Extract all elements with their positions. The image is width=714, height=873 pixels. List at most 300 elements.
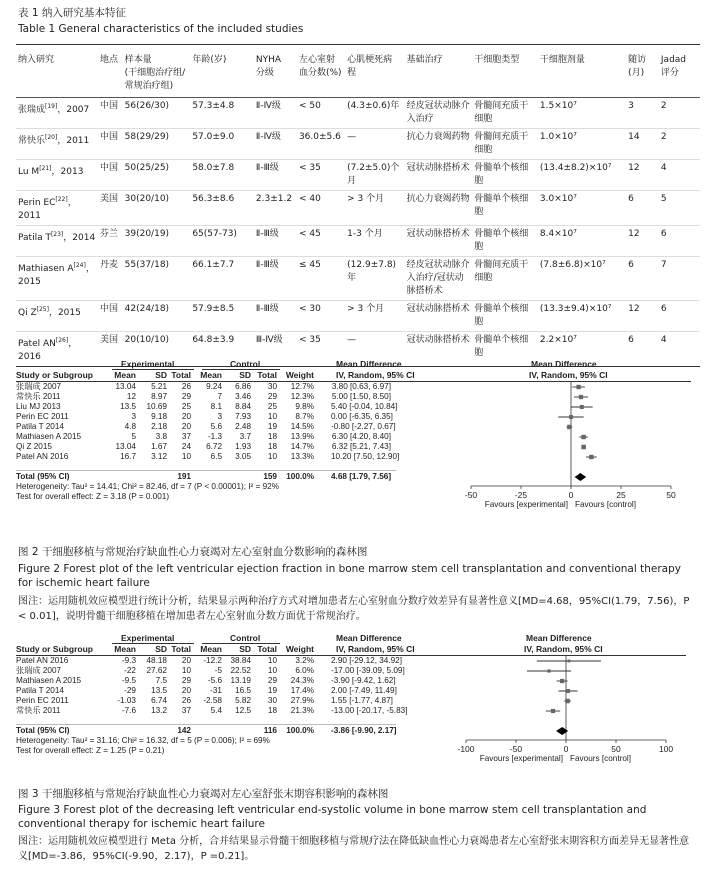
ctl-total: 30 <box>267 696 277 705</box>
control-group-header: Control <box>230 633 261 643</box>
ctl-sd: 3.05 <box>235 452 251 461</box>
weight-value: 14.5% <box>290 422 314 431</box>
total-ci: -3.86 [-9.90, 2.17] <box>331 726 397 735</box>
cell-base: 冠状动脉搭桥术 <box>405 226 473 257</box>
ctl-total: 25 <box>267 402 277 411</box>
ctl-total: 18 <box>267 442 277 451</box>
point-estimate-marker <box>580 405 584 409</box>
cell-fu: 6 <box>626 332 659 367</box>
exp-total: 20 <box>181 412 191 421</box>
exp-total: 29 <box>181 392 191 401</box>
cell-lvef: < 30 <box>297 301 345 332</box>
exp-mean: -22 <box>124 666 136 675</box>
point-estimate-marker <box>576 385 580 389</box>
cell-nyha: 2.3±1.2 <box>254 191 297 226</box>
exp-total-header: Total <box>171 644 191 654</box>
cell-fu: 12 <box>626 226 659 257</box>
table-row <box>16 129 700 160</box>
ctl-mean: -12.2 <box>203 656 222 665</box>
cell-n: 58(29/29) <box>123 129 191 160</box>
exp-total: 26 <box>181 696 191 705</box>
citation-ref: [26] <box>55 337 69 344</box>
cell-cell: 骨髓单个核细胞 <box>472 160 538 191</box>
cell-nyha: Ⅱ-Ⅲ级 <box>254 160 297 191</box>
ctl-mean: 8.1 <box>210 402 222 411</box>
favours-experimental-label: Favours [experimental] <box>484 500 568 509</box>
exp-total: 37 <box>181 432 191 441</box>
study-year: ，2016 <box>18 339 78 362</box>
exp-mean: -1.03 <box>117 696 136 705</box>
ctl-total: 10 <box>267 452 277 461</box>
table-header-cell: 样本量 (干细胞治疗组/ 常规治疗组) <box>123 49 191 98</box>
total-weight: 100.0% <box>286 472 314 481</box>
ctl-sd: 7.93 <box>235 412 251 421</box>
table-header-cell: 年龄(岁) <box>190 49 254 98</box>
ci-value: -3.90 [-9.42, 1.62] <box>331 676 396 685</box>
weight-value: 9.8% <box>295 402 314 411</box>
table-top-rule <box>16 44 700 45</box>
study-cell <box>16 257 98 301</box>
weight-value: 12.7% <box>290 382 314 391</box>
point-estimate-marker <box>581 445 586 450</box>
cell-base: 冠状动脉搭桥术 <box>405 301 473 332</box>
ci-value: 6.32 [5.21, 7.43] <box>331 442 391 451</box>
study-name: Perin EC <box>18 198 56 208</box>
ctl-sd: 22.52 <box>230 666 251 675</box>
weight-value: 13.3% <box>290 452 314 461</box>
total-separator <box>16 724 396 725</box>
study-label: Qi Z 2015 <box>16 442 52 451</box>
cell-cell: 骨髓间充质干细胞 <box>472 129 538 160</box>
weight-value: 24.3% <box>290 676 314 685</box>
x-tick-label: -25 <box>514 490 528 500</box>
ci-value: 6.30 [4.20, 8.40] <box>331 432 391 441</box>
ctl-sd: 5.82 <box>235 696 251 705</box>
cell-jadad: 2 <box>659 129 700 160</box>
cell-place: 丹麦 <box>98 257 123 301</box>
study-label: Patila T 2014 <box>16 686 64 695</box>
total-exp: 142 <box>177 726 191 735</box>
study-label: Mathiasen A 2015 <box>16 432 82 441</box>
citation-ref: [24] <box>73 262 86 269</box>
exp-total: 29 <box>181 676 191 685</box>
ci-value: -13.00 [-20.17, -5.83] <box>331 706 408 715</box>
cell-fu: 6 <box>626 191 659 226</box>
cell-mi: (7.2±5.0)个月 <box>345 160 404 191</box>
point-estimate-marker <box>579 395 583 399</box>
cell-place: 中国 <box>98 301 123 332</box>
table-header-cell: 干细胞类型 <box>472 49 538 98</box>
exp-mean: 13.04 <box>115 442 136 451</box>
ctl-total: 29 <box>267 676 277 685</box>
exp-sd: 10.69 <box>146 402 167 411</box>
point-estimate-marker <box>567 425 571 429</box>
exp-sd: 13.2 <box>151 706 167 715</box>
ctl-total: 10 <box>267 656 277 665</box>
exp-mean: 13.04 <box>115 382 136 391</box>
cell-place: 芬兰 <box>98 226 123 257</box>
cell-lvef: < 35 <box>297 332 345 367</box>
ci-value: 10.20 [7.50, 12.90] <box>331 452 400 461</box>
cell-base: 经皮冠状动脉介入治疗/冠状动脉搭桥术 <box>405 257 473 301</box>
mean-difference-header: Mean Difference <box>336 633 402 643</box>
favours-experimental-label: Favours [experimental] <box>479 754 563 763</box>
favours-control-label: Favours [control] <box>575 500 636 509</box>
weight-value: 12.3% <box>290 392 314 401</box>
study-year: ，2015 <box>48 308 81 318</box>
weight-value: 6.0% <box>295 666 314 675</box>
cell-dose: 3.0×10⁷ <box>538 191 626 226</box>
exp-total: 20 <box>181 422 191 431</box>
study-label: 张瑞成 2007 <box>16 382 62 391</box>
cell-lvef: < 45 <box>297 226 345 257</box>
table-row <box>16 160 700 191</box>
ctl-total: 29 <box>267 392 277 401</box>
ctl-mean: -31 <box>210 686 222 695</box>
characteristics-table <box>16 49 700 367</box>
figure2-note: 图注：运用随机效应模型进行统计分析，结果显示两种治疗方式对增加患者左心室射血分数疗效差异有显著性意义[MD=4.68，95%CI(1.79，7.56)，P < 0.01]，说明骨髓干细胞移植在增加患者左心室射血分数方面优于常规治疗。 <box>18 596 690 622</box>
heterogeneity-text: Heterogeneity: Tau² = 14.41; Chi² = 82.46, df = 7 (P < 0.00001); I² = 92% <box>16 482 280 491</box>
study-column-header: Study or Subgroup <box>16 644 93 654</box>
ctl-sd: 2.48 <box>235 422 251 431</box>
exp-total: 20 <box>181 656 191 665</box>
ctl-sd: 3.7 <box>239 432 251 441</box>
x-tick-label: 100 <box>658 744 674 754</box>
exp-mean: -7.6 <box>121 706 136 715</box>
study-year: ，2015 <box>18 264 95 287</box>
table-header-cell: 随访 (月) <box>626 49 659 98</box>
cell-age: 65(57-73) <box>190 226 254 257</box>
exp-mean: -9.5 <box>121 676 136 685</box>
cell-fu: 6 <box>626 257 659 301</box>
exp-sd-header: SD <box>155 644 167 654</box>
study-name: Mathiasen A <box>18 264 74 274</box>
table-header-cell: 基础治疗 <box>405 49 473 98</box>
ci-value: 5.00 [1.50, 8.50] <box>331 392 391 401</box>
pooled-estimate-diamond <box>575 473 587 481</box>
cell-age: 56.3±8.6 <box>190 191 254 226</box>
study-cell <box>16 226 98 257</box>
cell-place: 中国 <box>98 98 123 129</box>
cell-cell: 骨髓单个核细胞 <box>472 332 538 367</box>
cell-dose: 2.2×10⁷ <box>538 332 626 367</box>
ci-value: 5.40 [-0.04, 10.84] <box>331 402 398 411</box>
cell-n: 42(24/18) <box>123 301 191 332</box>
point-estimate-marker <box>547 669 550 672</box>
cell-nyha: Ⅲ-Ⅳ级 <box>254 332 297 367</box>
exp-sd: 3.12 <box>151 452 167 461</box>
ctl-mean: 3 <box>217 412 222 421</box>
citation-ref: [20] <box>45 134 58 141</box>
study-year: ，2014 <box>63 233 96 243</box>
cell-place: 美国 <box>98 191 123 226</box>
study-cell <box>16 129 98 160</box>
favours-control-label: Favours [control] <box>570 754 631 763</box>
exp-sd: 9.18 <box>151 412 167 421</box>
ctl-total: 10 <box>267 412 277 421</box>
exp-sd: 2.18 <box>151 422 167 431</box>
exp-sd-header: SD <box>155 370 167 380</box>
cell-base: 冠状动脉搭桥术 <box>405 332 473 367</box>
weight-header: Weight <box>285 370 314 380</box>
cell-dose: 1.5×10⁷ <box>538 98 626 129</box>
exp-mean: -9.3 <box>121 656 136 665</box>
figure3-caption-cn: 图 3 干细胞移植与常规治疗缺血性心力衰竭对左心室舒张末期容积影响的森林图 <box>18 788 389 800</box>
weight-value: 21.3% <box>290 706 314 715</box>
cell-lvef: < 50 <box>297 98 345 129</box>
study-year: ，2007 <box>57 105 90 115</box>
exp-total: 37 <box>181 706 191 715</box>
ctl-total: 18 <box>267 706 277 715</box>
ctl-mean: 9.24 <box>206 382 222 391</box>
cell-n: 50(25/25) <box>123 160 191 191</box>
table-header-cell: NYHA 分级 <box>254 49 297 98</box>
forest-plot-lvef <box>16 358 700 546</box>
exp-total: 24 <box>181 442 191 451</box>
exp-sd: 6.74 <box>151 696 167 705</box>
exp-mean: 13.5 <box>120 402 136 411</box>
point-estimate-marker <box>569 415 573 419</box>
exp-total: 26 <box>181 382 191 391</box>
study-name: 张瑞成 <box>18 105 46 115</box>
ci-header: IV, Random, 95% CI <box>336 370 415 380</box>
study-label: Perin EC 2011 <box>16 696 69 705</box>
cell-mi: (4.3±0.6)年 <box>345 98 404 129</box>
figure2-caption-en: Figure 2 Forest plot of the left ventricular ejection fraction in bone marrow stem cell transplantation and conventional therapy for ischemic heart failure <box>18 563 681 589</box>
experimental-group-header: Experimental <box>121 359 175 369</box>
mean-difference-header: Mean Difference <box>336 359 402 369</box>
forest-plot-svg <box>446 632 686 746</box>
weight-value: 3.2% <box>295 656 314 665</box>
cell-cell: 骨髓间充质干细胞 <box>472 257 538 301</box>
table-row <box>16 301 700 332</box>
figure3-note: 图注：运用随机效应模型进行 Meta 分析，合并结果显示骨髓干细胞移植与常规疗法在降低缺血性心力衰竭患者左心室舒张末期容积方面差异无显著性意义[MD=-3.86，95%CI(-9.90，2.17)，P =0.21]。 <box>18 836 690 862</box>
table-row <box>16 98 700 129</box>
x-tick-label: -100 <box>457 744 475 754</box>
ci-value: -0.80 [-2.27, 0.67] <box>331 422 396 431</box>
study-name: Lu M <box>18 167 40 177</box>
study-year: ，2011 <box>18 198 77 221</box>
exp-mean: 16.7 <box>120 452 136 461</box>
exp-mean-header: Mean <box>114 370 136 380</box>
study-label: Patila T 2014 <box>16 422 64 431</box>
table-header-cell: Jadad 评分 <box>659 49 700 98</box>
point-estimate-marker <box>560 679 564 683</box>
exp-mean-header: Mean <box>114 644 136 654</box>
study-label: Patel AN 2016 <box>16 452 69 461</box>
exp-sd: 13.5 <box>151 686 167 695</box>
study-label: Liu MJ 2013 <box>16 402 61 411</box>
exp-mean: 4.8 <box>124 422 136 431</box>
cell-jadad: 5 <box>659 191 700 226</box>
cell-jadad: 4 <box>659 332 700 367</box>
cell-fu: 12 <box>626 160 659 191</box>
cell-fu: 12 <box>626 301 659 332</box>
cell-n: 20(10/10) <box>123 332 191 367</box>
overall-effect-text: Test for overall effect: Z = 3.18 (P = 0.001) <box>16 492 170 501</box>
point-estimate-marker <box>566 689 570 693</box>
study-name: 常快乐 <box>18 136 46 146</box>
ctl-sd-header: SD <box>239 644 251 654</box>
citation-ref: [19] <box>45 103 58 110</box>
study-label: Perin EC 2011 <box>16 412 69 421</box>
table-header-cell: 纳入研究 <box>16 49 98 98</box>
exp-sd: 5.21 <box>151 382 167 391</box>
cell-mi: — <box>345 129 404 160</box>
cell-cell: 骨髓间充质干细胞 <box>472 98 538 129</box>
forest-plot-svg <box>451 358 691 492</box>
cell-cell: 骨髓单个核细胞 <box>472 301 538 332</box>
citation-ref: [25] <box>36 306 49 313</box>
weight-value: 14.7% <box>290 442 314 451</box>
cell-lvef: < 35 <box>297 160 345 191</box>
ctl-mean: -5 <box>214 666 222 675</box>
figure3-caption-en: Figure 3 Forest plot of the decreasing left ventricular end-systolic volume in bone marrow stem cell transplantation and conventional therapy for ischemic heart failure <box>18 804 647 830</box>
ctl-total: 18 <box>267 432 277 441</box>
ctl-sd: 16.5 <box>235 686 251 695</box>
ctl-sd: 3.46 <box>235 392 251 401</box>
weight-value: 27.9% <box>290 696 314 705</box>
exp-mean: -29 <box>124 686 136 695</box>
ctl-mean: 6.72 <box>206 442 222 451</box>
cell-n: 39(20/19) <box>123 226 191 257</box>
ci-value: 0.00 [-6.35, 6.35] <box>331 412 393 421</box>
ctl-total-header: Total <box>257 370 277 380</box>
ctl-mean: 7 <box>217 392 222 401</box>
citation-ref: [22] <box>55 196 68 203</box>
x-tick-label: -50 <box>464 490 478 500</box>
cell-n: 55(37/18) <box>123 257 191 301</box>
table-row <box>16 257 700 301</box>
total-ctl: 116 <box>263 726 277 735</box>
table-header-row <box>16 49 700 98</box>
study-column-header: Study or Subgroup <box>16 370 93 380</box>
total-ci: 4.68 [1.79, 7.56] <box>331 472 392 481</box>
cell-n: 56(26/30) <box>123 98 191 129</box>
plot-ci-header: IV, Random, 95% CI <box>529 370 608 380</box>
exp-total: 20 <box>181 686 191 695</box>
ctl-sd: 8.84 <box>235 402 251 411</box>
x-tick-label: 0 <box>563 744 569 754</box>
ci-header: IV, Random, 95% CI <box>336 644 415 654</box>
ctl-sd: 13.19 <box>230 676 251 685</box>
table-row <box>16 191 700 226</box>
cell-jadad: 2 <box>659 98 700 129</box>
cell-mi: — <box>345 332 404 367</box>
study-label: 常快乐 2011 <box>16 706 61 715</box>
cell-base: 抗心力衰竭药物 <box>405 129 473 160</box>
weight-value: 13.9% <box>290 432 314 441</box>
ci-value: 2.90 [-29.12, 34.92] <box>331 656 403 665</box>
ctl-sd: 12.5 <box>235 706 251 715</box>
exp-mean: 12 <box>126 392 136 401</box>
ci-value: 1.55 [-1.77, 4.87] <box>331 696 393 705</box>
cell-cell: 骨髓单个核细胞 <box>472 226 538 257</box>
cell-base: 经皮冠状动脉介入治疗 <box>405 98 473 129</box>
point-estimate-marker <box>581 435 585 439</box>
study-cell <box>16 160 98 191</box>
control-group-header: Control <box>230 359 261 369</box>
ctl-mean: 5.6 <box>210 422 222 431</box>
study-cell <box>16 191 98 226</box>
table-title-en: Table 1 General characteristics of the included studies <box>18 23 304 35</box>
cell-nyha: Ⅱ-Ⅳ级 <box>254 129 297 160</box>
ctl-mean: 5.4 <box>210 706 222 715</box>
exp-total: 25 <box>181 402 191 411</box>
cell-age: 64.8±3.9 <box>190 332 254 367</box>
x-tick-label: 0 <box>568 490 574 500</box>
mean-difference-plot-header: Mean Difference <box>526 633 592 643</box>
cell-mi: 1-3 个月 <box>345 226 404 257</box>
cell-fu: 14 <box>626 129 659 160</box>
ci-value: 2.00 [-7.49, 11.49] <box>331 686 397 695</box>
ctl-sd: 6.86 <box>235 382 251 391</box>
exp-total: 10 <box>181 452 191 461</box>
cell-nyha: Ⅱ-Ⅳ级 <box>254 98 297 129</box>
total-ctl: 159 <box>263 472 277 481</box>
cell-fu: 3 <box>626 98 659 129</box>
cell-base: 抗心力衰竭药物 <box>405 191 473 226</box>
study-name: Patel AN <box>18 339 56 349</box>
citation-ref: [23] <box>50 231 64 238</box>
mean-difference-plot-header: Mean Difference <box>531 359 597 369</box>
ctl-total: 19 <box>267 686 277 695</box>
study-name: Qi Z <box>18 308 37 318</box>
forest-plot-lvesv <box>16 632 700 782</box>
cell-place: 中国 <box>98 129 123 160</box>
x-tick-label: 50 <box>666 490 676 500</box>
exp-sd: 48.18 <box>146 656 167 665</box>
heterogeneity-text: Heterogeneity: Tau² = 31.16; Chi² = 16.32, df = 5 (P = 0.006); I² = 69% <box>16 736 270 745</box>
cell-mi: > 3 个月 <box>345 301 404 332</box>
cell-nyha: Ⅱ-Ⅲ级 <box>254 257 297 301</box>
ctl-mean: -1.3 <box>207 432 222 441</box>
table-header-cell: 左心室射 血分数(%) <box>297 49 345 98</box>
table-header-cell: 地点 <box>98 49 123 98</box>
cell-dose: (13.4±8.2)×10⁷ <box>538 160 626 191</box>
table-row <box>16 226 700 257</box>
study-label: Patel AN 2016 <box>16 656 69 665</box>
exp-total-header: Total <box>171 370 191 380</box>
table-title-cn: 表 1 纳入研究基本特征 <box>18 7 126 19</box>
cell-base: 冠状动脉搭桥术 <box>405 160 473 191</box>
point-estimate-marker <box>567 660 570 663</box>
x-tick-label: 50 <box>611 744 621 754</box>
cell-cell: 骨髓单个核细胞 <box>472 191 538 226</box>
plot-ci-header: IV, Random, 95% CI <box>524 644 603 654</box>
weight-value: 8.7% <box>295 412 314 421</box>
cell-mi: (12.9±7.8)年 <box>345 257 404 301</box>
cell-dose: (7.8±6.8)×10⁷ <box>538 257 626 301</box>
exp-mean: 5 <box>131 432 136 441</box>
citation-ref: [21] <box>39 165 52 172</box>
cell-nyha: Ⅱ-Ⅲ级 <box>254 226 297 257</box>
total-label: Total (95% CI) <box>16 726 70 735</box>
cell-place: 中国 <box>98 160 123 191</box>
point-estimate-marker <box>551 709 555 713</box>
cell-dose: (13.3±9.4)×10⁷ <box>538 301 626 332</box>
point-estimate-marker <box>565 699 570 704</box>
ctl-total: 19 <box>267 422 277 431</box>
study-label: 常快乐 2011 <box>16 392 61 401</box>
weight-value: 17.4% <box>290 686 314 695</box>
ci-value: 3.80 [0.63, 6.97] <box>331 382 391 391</box>
exp-mean: 3 <box>131 412 136 421</box>
cell-lvef: < 40 <box>297 191 345 226</box>
ci-value: -17.00 [-39.09, 5.09] <box>331 666 405 675</box>
cell-n: 30(20/10) <box>123 191 191 226</box>
cell-age: 57.9±8.5 <box>190 301 254 332</box>
